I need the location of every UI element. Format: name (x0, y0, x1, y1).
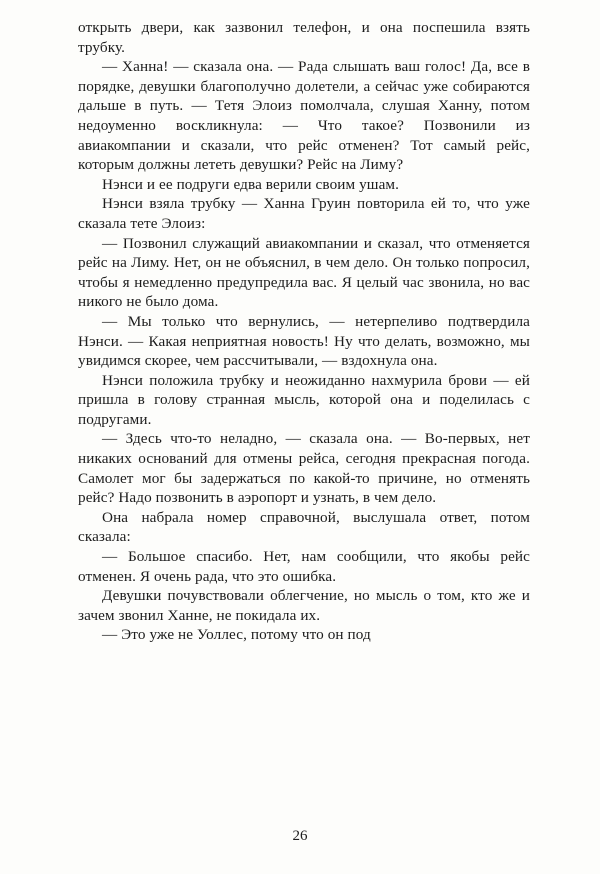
paragraph: Девушки почувствовали облегчение, но мысль о том, кто же и зачем звонил Ханне, не покидала их. (78, 587, 530, 624)
paragraph: Она набрала номер справочной, выслушала ответ, потом сказала: (78, 508, 530, 546)
paragraph: открыть двери, как зазвонил телефон, и она поспешила взять трубку. (78, 19, 530, 56)
body-text (78, 18, 530, 645)
paragraph: Нэнси взяла трубку — Ханна Груин повторила ей то, что уже сказала тете Элоиз: (78, 195, 530, 232)
paragraph: — Позвонил служащий авиакомпании и сказал, что отменяется рейс на Лиму. Нет, он не объяснил, в чем дело. Он только попросил, чтобы я немедленно предупредила вас. Я целый час звонила, но вас никого не было дома. (78, 234, 530, 311)
page-number: 26 (292, 828, 308, 844)
paragraph: Нэнси положила трубку и неожиданно нахмурила брови — ей пришла в голову странная мысль, которой она и поделилась с подругами. (78, 371, 530, 428)
paragraph: — Мы только что вернулись, — нетерпеливо подтвердила Нэнси. — Какая неприятная новость! Ну что делать, возможно, мы увидимся скорее, чем рассчитывали, — вздохнула она. (78, 312, 530, 370)
paragraph: Нэнси и ее подруги едва верили своим ушам. (102, 175, 400, 193)
paragraph: — Ханна! — сказала она. — Рада слышать ваш голос! Да, все в порядке, девушки благополучно долетели, а сейчас уже собираются дальше в путь. — Тетя Элоиз помолчала, слушая Ханну, потом недоуменно воскликнула: — Что такое? Позвонили из авиакомпании и сказали, что рейс отменен? Тот самый рейс, которым должны лететь девушки? Рейс на Лиму? (78, 58, 530, 174)
paragraph: — Большое спасибо. Нет, нам сообщили, что якобы рейс отменен. Я очень рада, что это ошибка. (78, 548, 530, 585)
paragraph: — Здесь что-то неладно, — сказала она. — Во-первых, нет никаких оснований для отмены рейса, сегодня прекрасная погода. Самолет мог бы задержаться по какой-то причине, но отменять рейс? Надо позвонить в аэропорт и узнать, в чем дело. (78, 430, 530, 507)
paragraph: — Это уже не Уоллес, потому что он под (102, 626, 371, 644)
